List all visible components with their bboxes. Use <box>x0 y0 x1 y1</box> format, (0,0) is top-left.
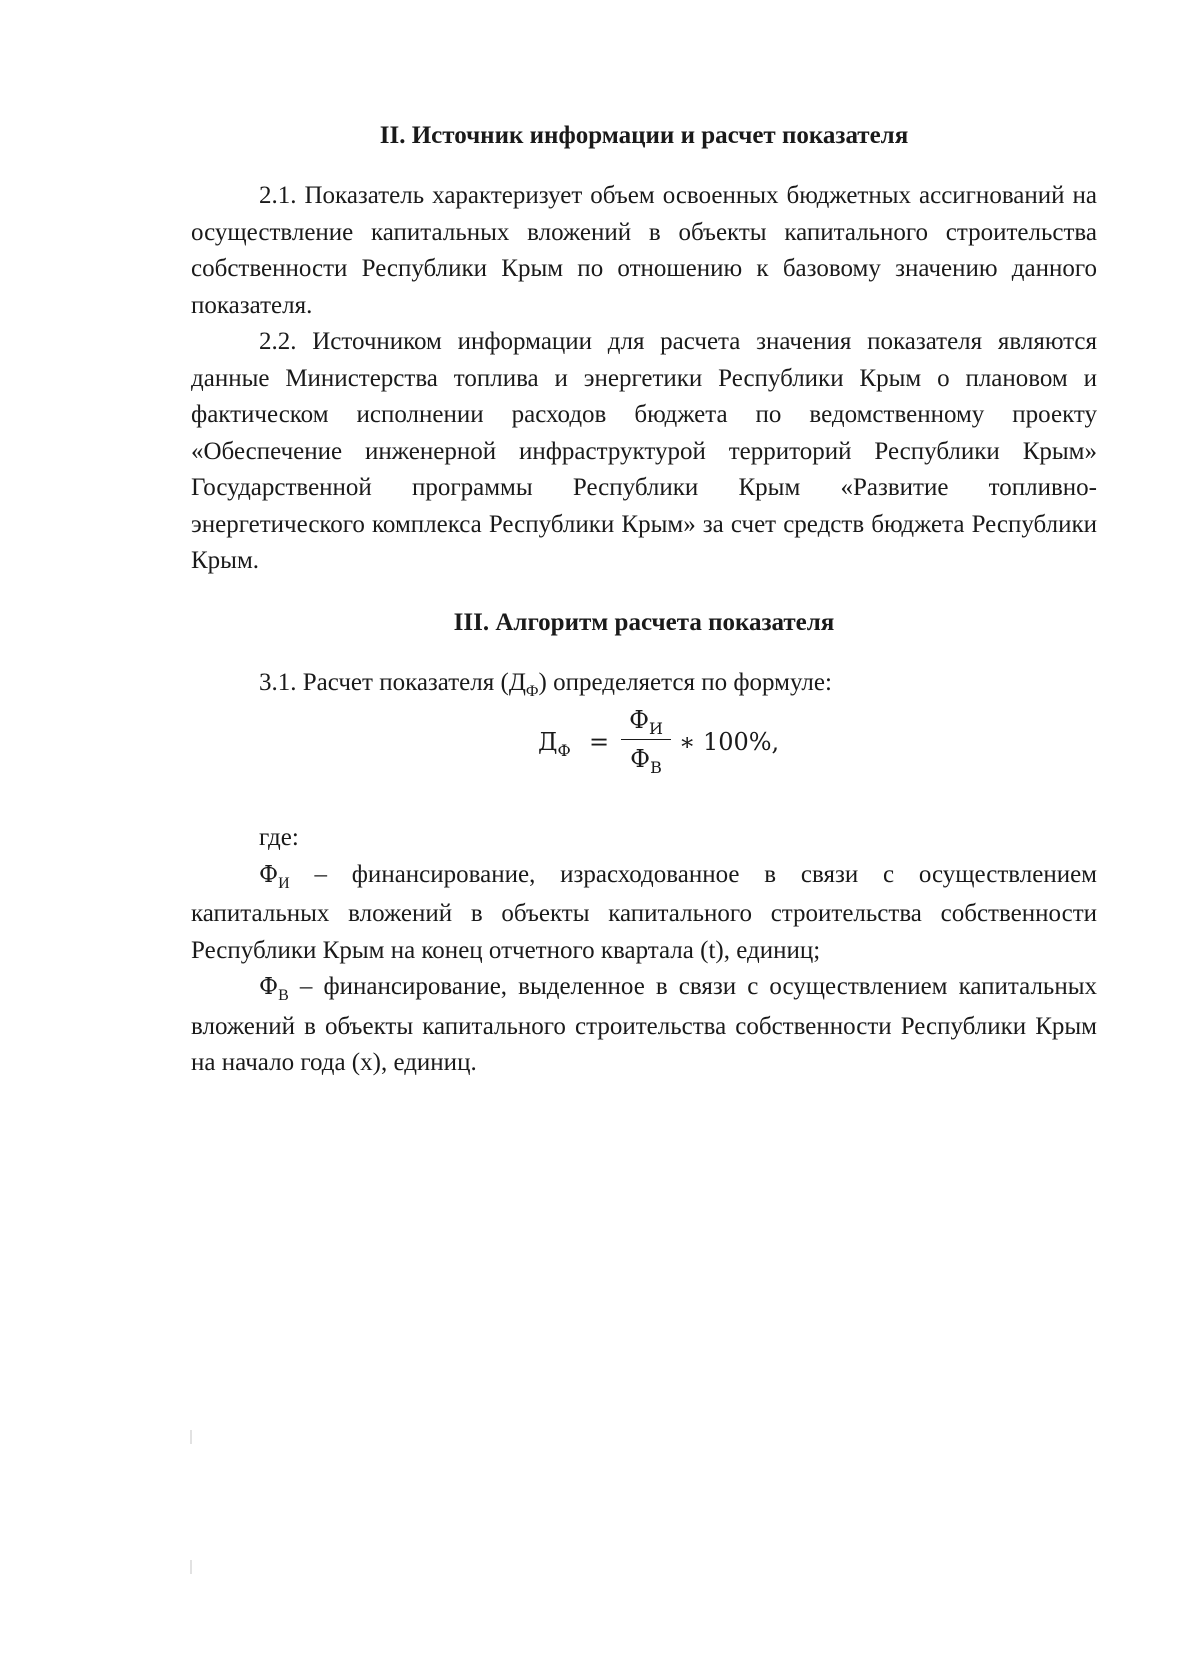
section-title-2: II. Источник информации и расчет показателя <box>379 122 909 149</box>
scan-artifact <box>190 1430 192 1444</box>
scan-artifact <box>190 1560 192 1574</box>
formula-fraction <box>621 704 671 775</box>
fraction-bar <box>621 739 671 740</box>
formula-multiplier: ∗ 100%, <box>679 728 780 756</box>
paragraph-2-2: 2.2. Источником информации для расчета значения показателя являются данные Министерства топлива и энергетики Республики Крым о плановом и фактическом исполнении расходов бюджета по ведомственному проекту «Обеспечение инженерной инфраструктурой территорий Республики Крым» Государственной программы Республики Крым «Развитие топливно-энергетического комплекса Республики Крым» за счет средств бюджета Республики Крым. <box>191 328 1097 574</box>
section-title-3: III. Алгоритм расчета показателя <box>453 608 835 636</box>
formula-lhs: $Д_Ф$ <box>538 728 571 760</box>
paragraph-3-1: 3.1. Расчет показателя $(Д_Ф)$ определяется по формуле: <box>259 668 832 700</box>
paragraph-2-1: 2.1. Показатель характеризует объем освоенных бюджетных ассигнований на осуществление капитальных вложений в объекты капитального строительства собственности Республики Крым по отношению к базовому значению данного показателя. <box>191 182 1097 319</box>
definition-fv: $Ф_В$ – финансирование, выделенное в связи с осуществлением капитальных вложений в объекты капитального строительства собственности Республики Крым на начало года (x), единиц. <box>191 973 1097 1076</box>
formula <box>191 704 1097 794</box>
formula-numerator: $Ф_И$ <box>629 706 663 738</box>
formula-equals: = <box>589 728 610 756</box>
formula-denominator: $Ф_В$ <box>630 745 662 777</box>
document-content <box>191 118 1097 1082</box>
where-label: где: <box>259 824 299 851</box>
definition-fi: $Ф_И$ – финансирование, израсходованное в связи с осуществлением капитальных вложений в объекты капитального строительства собственности Республики Крым на конец отчетного квартала (t), единиц; <box>191 860 1097 964</box>
